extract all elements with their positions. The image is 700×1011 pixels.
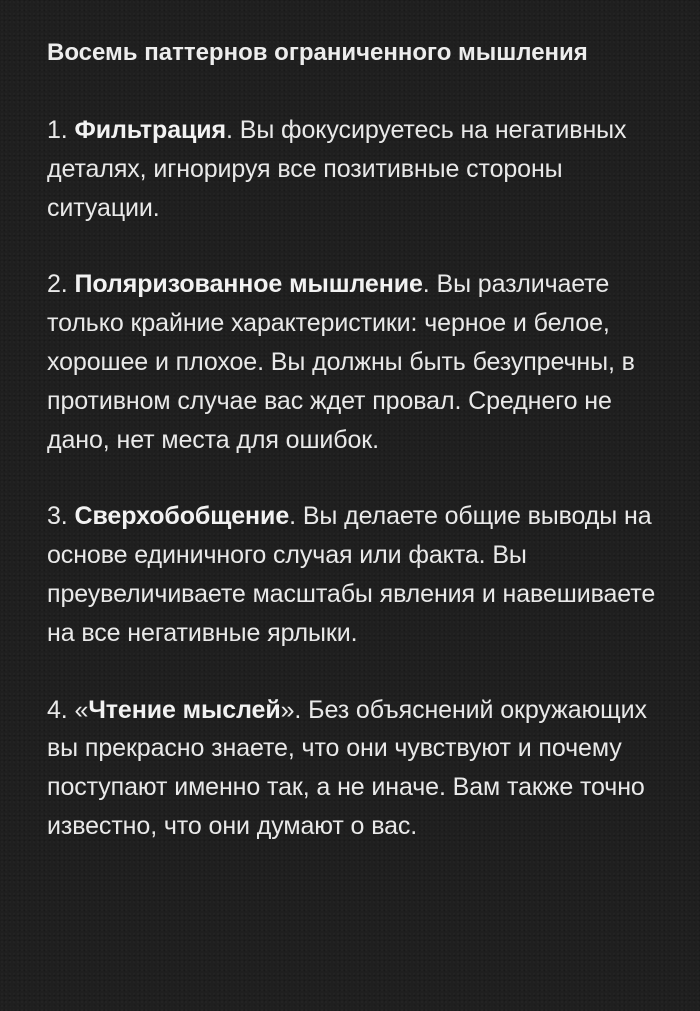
pattern-number: 3. xyxy=(47,502,68,531)
pattern-term-suffix: . xyxy=(226,116,233,144)
pattern-number: 1. xyxy=(47,116,68,144)
pattern-term: Поляризованное мышление xyxy=(74,270,423,299)
page-title: Восемь паттернов ограниченного мышления xyxy=(47,39,588,66)
pattern-item-mind-reading xyxy=(47,691,667,846)
pattern-term: Фильтрация xyxy=(74,116,227,144)
pattern-term: Сверхобобщение xyxy=(74,502,290,531)
pattern-description: Вы делаете общие выводы на основе единичного случая или факта. Вы преувеличиваете масштабы явления и навешиваете на все негативные ярлыки. xyxy=(47,502,656,647)
pattern-term-suffix: . xyxy=(289,502,296,531)
pattern-item-filtering xyxy=(47,111,667,227)
note-content xyxy=(47,34,667,884)
pattern-description: Без объяснений окружающих вы прекрасно знаете, что они чувствуют и почему поступают именно так, а не иначе. Вам также точно известно, что они думают о вас. xyxy=(47,695,647,840)
pattern-term: Чтение мыслей xyxy=(88,695,281,724)
pattern-number: 2. xyxy=(47,270,68,299)
pattern-term-suffix: . xyxy=(422,270,430,299)
pattern-term-suffix: ». xyxy=(280,695,302,724)
pattern-item-polarized-thinking xyxy=(47,265,667,459)
pattern-number: 4. « xyxy=(47,695,89,724)
pattern-description: Вы фокусируетесь на негативных деталях, игнорируя все позитивные стороны ситуации. xyxy=(47,116,627,222)
pattern-item-overgeneralization xyxy=(47,497,667,652)
pattern-description: Вы различаете только крайние характеристики: черное и белое, хорошее и плохое. Вы должны быть безупречны, в противном случае вас ждет провал. Среднего не дано, нет места для ошибок. xyxy=(47,270,635,454)
